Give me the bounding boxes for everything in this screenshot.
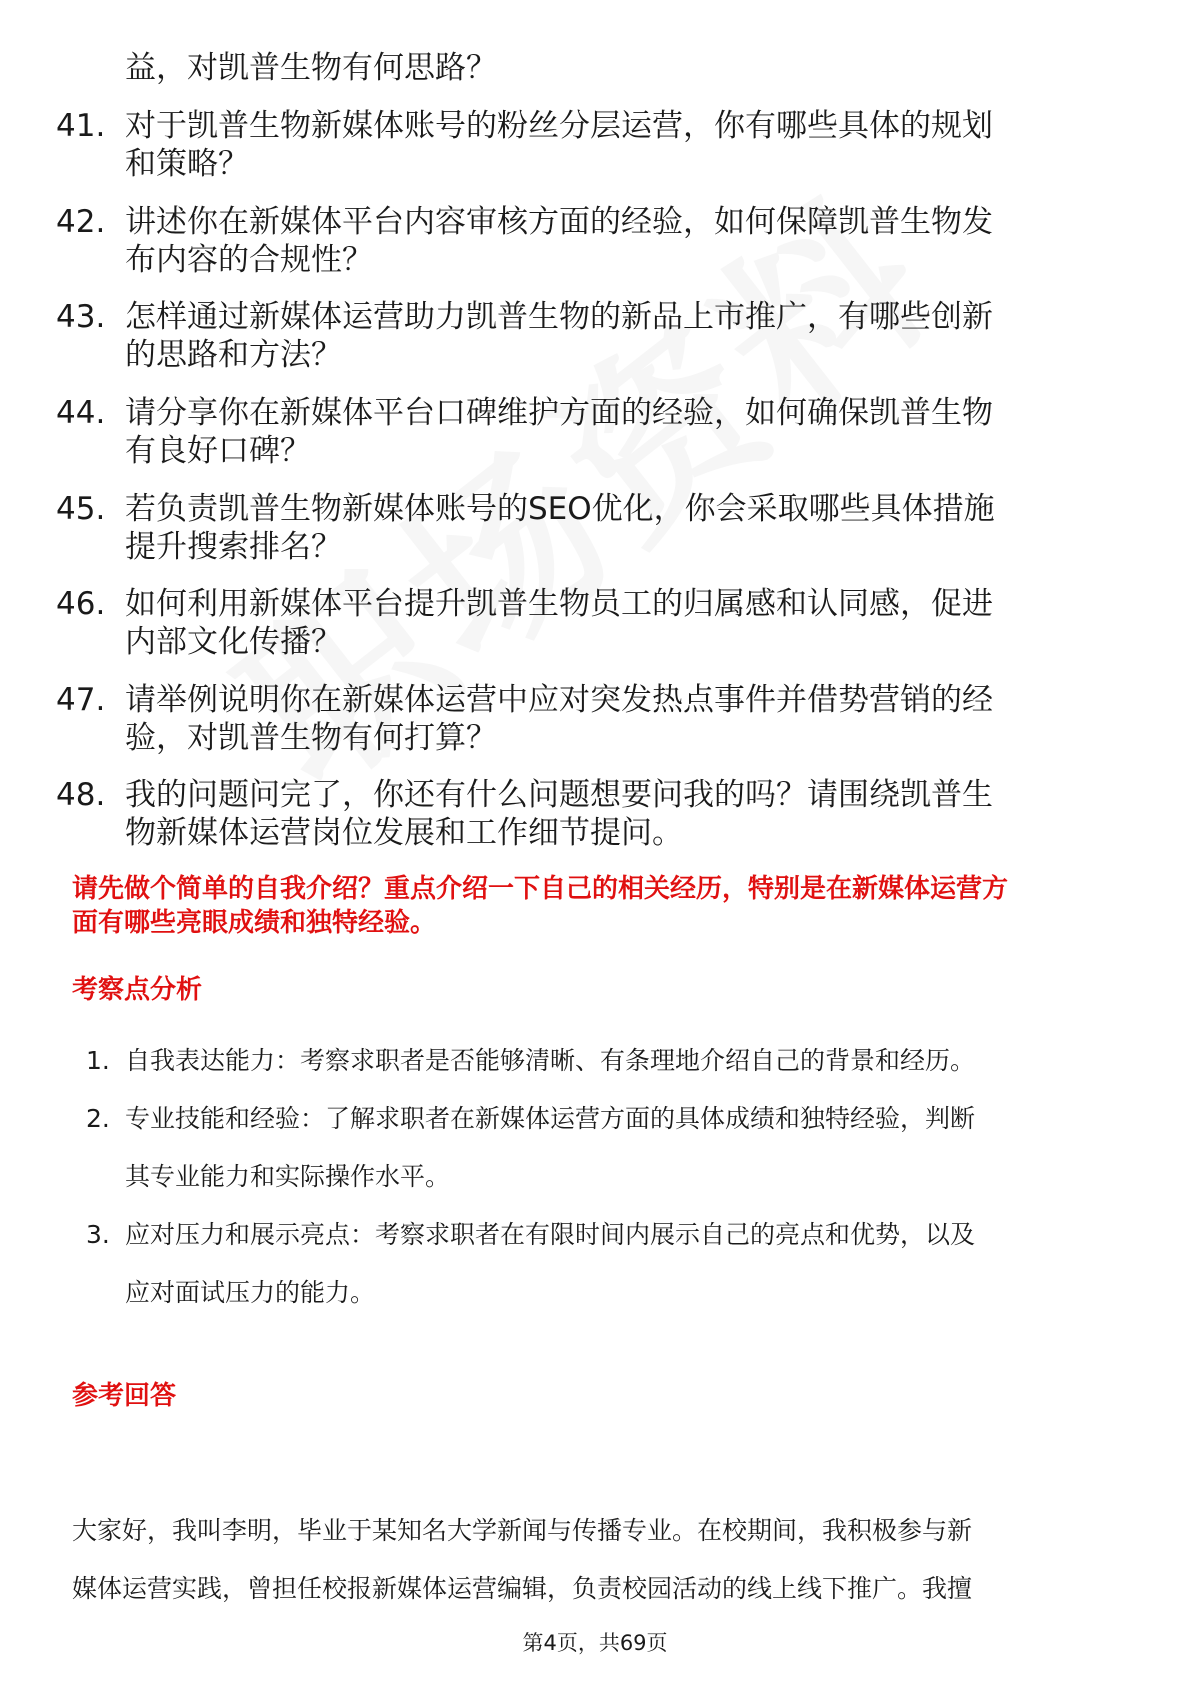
- reference-answer-line1: 大家好，我叫李明，毕业于某知名大学新闻与传播专业。在校期间，我积极参与新: [72, 1516, 973, 1545]
- item-number: 3.: [86, 1220, 110, 1249]
- item-text-line1: 我的问题问完了，你还有什么问题想要问我的吗？请围绕凯普生: [125, 777, 993, 813]
- item-text-line2: 内部文化传播？: [125, 624, 342, 660]
- item-text-line2: 和策略？: [125, 146, 249, 182]
- item-text-line2: 的思路和方法？: [125, 337, 342, 373]
- item-number: 48.: [56, 777, 106, 813]
- item-text-line2: 验，对凯普生物有何打算？: [125, 720, 497, 756]
- reference-heading: 参考回答: [72, 1381, 177, 1411]
- item-text-line2: 布内容的合规性？: [125, 242, 373, 278]
- page-number: 第4页，共69页: [522, 1631, 668, 1655]
- item-number: 43.: [56, 299, 106, 335]
- item-text-line2: 其专业能力和实际操作水平。: [125, 1162, 451, 1191]
- item-text-line2: 应对面试压力的能力。: [125, 1278, 376, 1307]
- item-number: 41.: [56, 108, 106, 144]
- analysis-heading: 考察点分析: [72, 975, 203, 1005]
- item-text-line1: 怎样通过新媒体运营助力凯普生物的新品上市推广，有哪些创新: [125, 299, 993, 335]
- item-number: 42.: [56, 204, 106, 240]
- item-text-line1: 应对压力和展示亮点：考察求职者在有限时间内展示自己的亮点和优势，以及: [125, 1220, 976, 1249]
- reference-answer-line2: 媒体运营实践，曾担任校报新媒体运营编辑，负责校园活动的线上线下推广。我擅: [72, 1574, 973, 1603]
- item-text-line1: 如何利用新媒体平台提升凯普生物员工的归属感和认同感，促进: [125, 586, 993, 622]
- item-text-line2: 物新媒体运营岗位发展和工作细节提问。: [125, 815, 683, 851]
- item-number: 44.: [56, 395, 106, 431]
- featured-question-line1: 请先做个简单的自我介绍？重点介绍一下自己的相关经历，特别是在新媒体运营方: [72, 874, 1009, 904]
- item-number: 47.: [56, 682, 106, 718]
- item-number: 46.: [56, 586, 106, 622]
- item-number: 45.: [56, 491, 106, 527]
- item-text-line2: 有良好口碑？: [125, 433, 311, 469]
- item-text-line1: 自我表达能力：考察求职者是否能够清晰、有条理地介绍自己的背景和经历。: [125, 1046, 976, 1075]
- continuation-line: 益，对凯普生物有何思路？: [125, 50, 497, 86]
- item-number: 1.: [86, 1046, 110, 1075]
- item-text-line1: 请举例说明你在新媒体运营中应对突发热点事件并借势营销的经: [125, 682, 993, 718]
- item-text-line1: 专业技能和经验：了解求职者在新媒体运营方面的具体成绩和独特经验，判断: [125, 1104, 976, 1133]
- item-number: 2.: [86, 1104, 110, 1133]
- item-text-line1: 对于凯普生物新媒体账号的粉丝分层运营，你有哪些具体的规划: [125, 108, 993, 144]
- item-text-line2: 提升搜索排名？: [125, 529, 342, 565]
- item-text-line1: 若负责凯普生物新媒体账号的SEO优化，你会采取哪些具体措施: [125, 491, 995, 527]
- featured-question-line2: 面有哪些亮眼成绩和独特经验。: [72, 908, 437, 938]
- item-text-line1: 请分享你在新媒体平台口碑维护方面的经验，如何确保凯普生物: [125, 395, 993, 431]
- item-text-line1: 讲述你在新媒体平台内容审核方面的经验，如何保障凯普生物发: [125, 204, 993, 240]
